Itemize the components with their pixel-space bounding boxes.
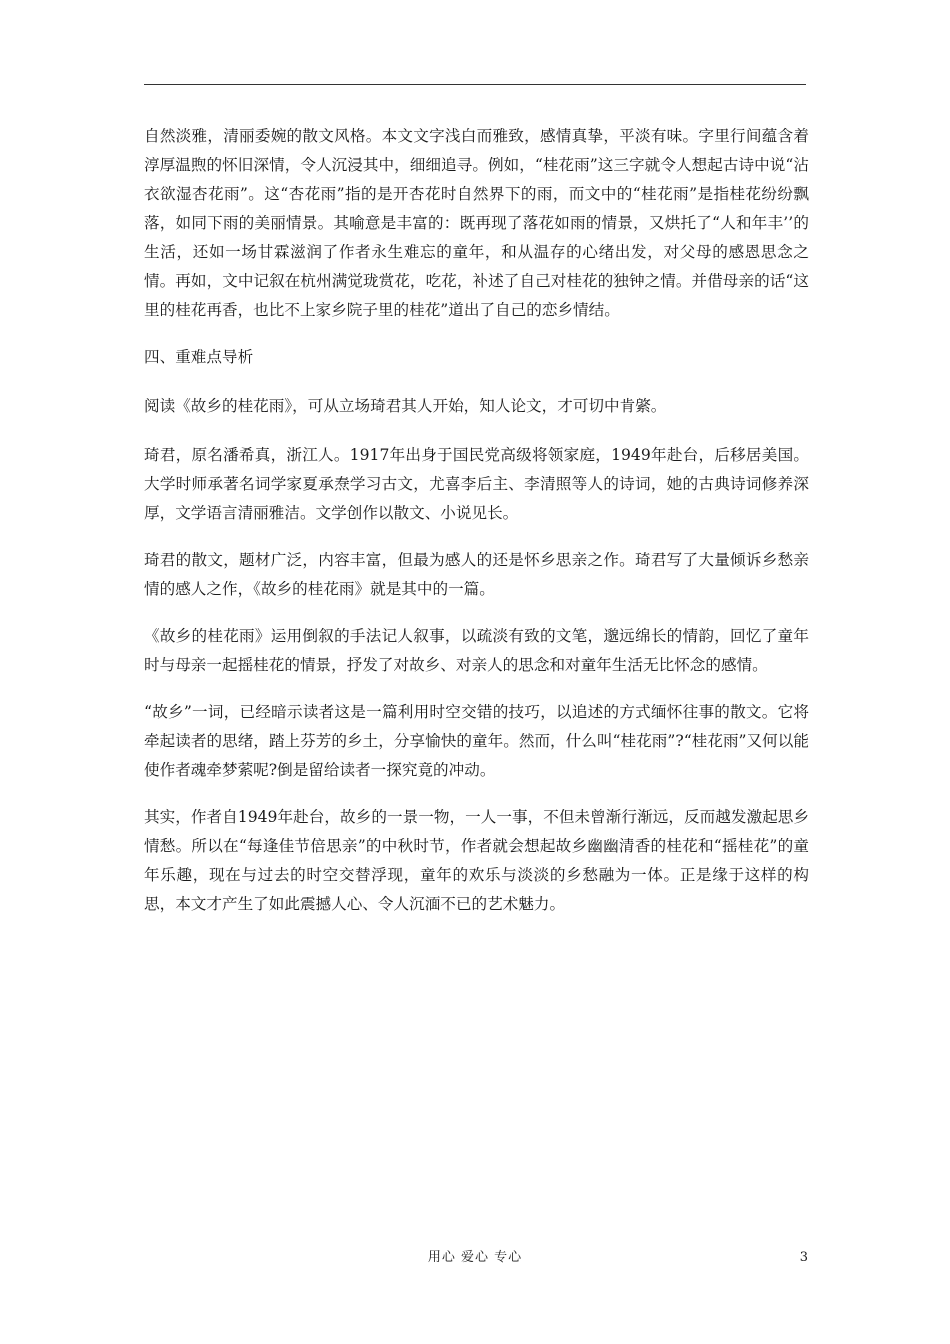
body-text — [144, 122, 809, 937]
section-heading: 四、重难点导析 — [144, 348, 254, 366]
paragraph-author-prose: 琦君的散文，题材广泛，内容丰富，但最为感人的还是怀乡思亲之作。琦君写了大量倾诉乡愁亲情的感人之作，《故乡的桂花雨》就是其中的一篇。 — [144, 551, 809, 598]
header-rule — [144, 84, 806, 85]
paragraph-reading-intro: 阅读《故乡的桂花雨》，可从立场琦君其人开始，知人论文，才可切中肯綮。 — [144, 397, 667, 415]
page-number: 3 — [799, 1250, 808, 1265]
footer-motto: 用心 爱心 专心 — [427, 1250, 523, 1265]
paragraph-conclusion: 其实，作者自1949年赴台，故乡的一景一物，一人一事，不但未曾渐行渐远，反而越发激起思乡情愁。所以在“每逢佳节倍思亲”的中秋时节，作者就会想起故乡幽幽清香的桂花和“摇桂花”的童年乐趣，现在与过去的时空交替浮现，童年的欢乐与淡淡的乡愁融为一体。正是缘于这样的构思，本文才产生了如此震撼人心、令人沉湎不已的艺术魅力。 — [144, 808, 809, 913]
paragraph-technique: 《故乡的桂花雨》运用倒叙的手法记人叙事，以疏淡有致的文笔，邈远绵长的情韵，回忆了童年时与母亲一起摇桂花的情景，抒发了对故乡、对亲人的思念和对童年生活无比怀念的感情。 — [144, 627, 809, 674]
paragraph-hometown: “故乡”一词，已经暗示读者这是一篇利用时空交错的技巧，以追述的方式缅怀往事的散文。它将牵起读者的思绪，踏上芬芳的乡土，分享愉快的童年。然而，什么叫“桂花雨”?“桂花雨”又何以能使作者魂牵梦萦呢?倒是留给读者一探究竟的冲动。 — [144, 703, 809, 779]
paragraph-style: 自然淡雅，清丽委婉的散文风格。本文文字浅白而雅致，感情真挚，平淡有味。字里行间蕴含着淳厚温煦的怀旧深情，令人沉浸其中，细细追寻。例如，“桂花雨”这三字就令人想起古诗中说“沾衣欲湿杏花雨”。这“杏花雨”指的是开杏花时自然界下的雨，而文中的“桂花雨”是指桂花纷纷飘落，如同下雨的美丽情景。其喻意是丰富的：既再现了落花如雨的情景，又烘托了“人和年丰’’的生活，还如一场甘霖滋润了作者永生难忘的童年，和从温存的心绪出发，对父母的感恩思念之情。再如，文中记叙在杭州满觉珑赏花，吃花，补述了自己对桂花的独钟之情。并借母亲的话“这里的桂花再香，也比不上家乡院子里的桂花”道出了自己的恋乡情结。 — [144, 127, 809, 319]
paragraph-author-bio: 琦君，原名潘希真，浙江人。1917年出身于国民党高级将领家庭，1949年赴台，后移居美国。大学时师承著名词学家夏承焘学习古文，尤喜李后主、李清照等人的诗词，她的古典诗词修养深厚，文学语言清丽雅洁。文学创作以散文、小说见长。 — [144, 446, 809, 522]
